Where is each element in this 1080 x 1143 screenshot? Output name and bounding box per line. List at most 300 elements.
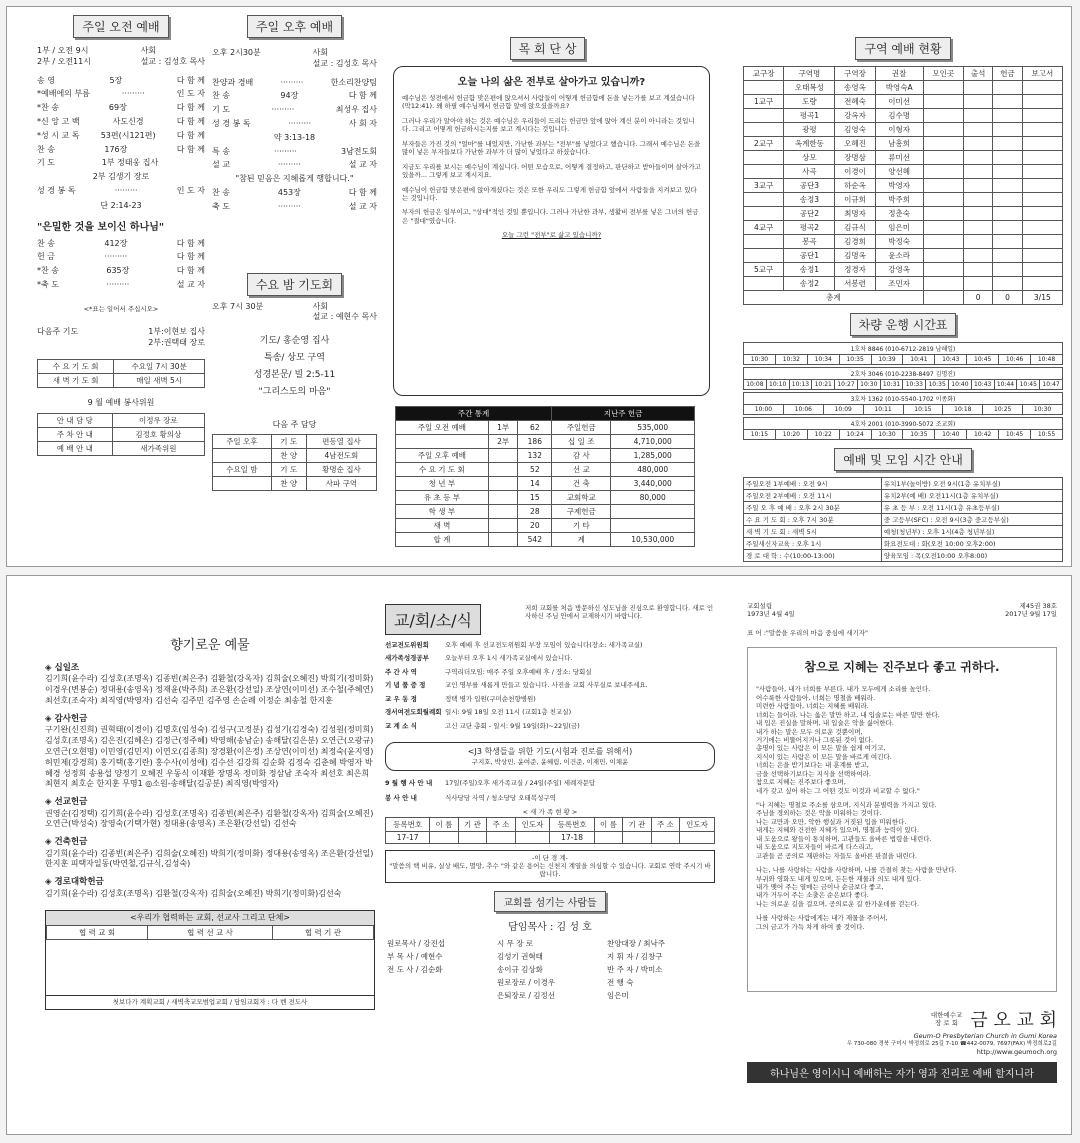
table-cell: 사곡: [784, 165, 835, 179]
order-cell: 다 함 께: [176, 116, 205, 126]
table-row: [396, 505, 695, 519]
next-duty-title: 다음 주 담당: [272, 419, 317, 429]
table-cell: [744, 193, 784, 207]
table-row: [386, 831, 715, 843]
table-cell: 경 로 대 학 : 수(10:00-13:00): [744, 550, 882, 562]
table-cell: 186: [518, 435, 552, 449]
table-cell: 건 축: [552, 477, 611, 491]
table-cell: 김수명: [875, 109, 923, 123]
car-time: 10:30: [1023, 405, 1063, 415]
poem-line: 참으로 지혜는 진주보다 좋으며,: [756, 778, 846, 787]
table-header-cell: 이 름: [430, 817, 458, 831]
next-prayer-2: 2부:권택태 장로: [148, 337, 205, 347]
table-row: [744, 81, 1063, 95]
car-time: 10:33: [903, 380, 926, 390]
table-cell: [923, 151, 963, 165]
table-cell: [923, 179, 963, 193]
order-row: [37, 131, 205, 142]
table-cell: 15: [518, 491, 552, 505]
table-row: [38, 359, 205, 373]
partners-box: [45, 910, 375, 1010]
car-time: 10:30: [871, 430, 903, 440]
table-cell: [744, 123, 784, 137]
table-cell: [993, 151, 1022, 165]
poem-line: 너희는 들어라. 나는 옳은 말만 하고, 내 입술로는 바른 말만 한다.: [756, 710, 940, 719]
weds-prayer-title: 수요 밤 기도회: [247, 273, 342, 296]
table-header-cell: 헌금: [993, 67, 1022, 81]
staff-title: 교회를 섬기는 사람들: [494, 891, 605, 912]
table-cell: [744, 249, 784, 263]
table-cell: [923, 109, 963, 123]
car-time: 10:18: [943, 405, 983, 415]
table-row: [213, 435, 377, 449]
table-row: [744, 207, 1063, 221]
car-time: 10:41: [903, 355, 935, 365]
table-cell: 이미선: [875, 95, 923, 109]
table-header-cell: 주 소: [487, 817, 515, 831]
table-cell: 임은미: [875, 221, 923, 235]
offering-group-title: ◈ 건축헌금: [45, 837, 88, 848]
order-cell: 사 회 자: [348, 118, 377, 128]
table-cell: [963, 179, 992, 193]
poem-line: "사람들아, 내가 너희를 부른다. 내가 모두에게 소리를 높인다.: [756, 685, 931, 694]
car-schedule: [743, 342, 1063, 440]
table-cell: [1022, 193, 1062, 207]
table-cell: 2교구: [744, 137, 784, 151]
sept-label: 9 월 행 사 안 내: [385, 779, 433, 788]
weds-sermon: "그리스도의 마음": [258, 387, 331, 398]
order-cell: ·········: [277, 201, 301, 211]
table-cell: 17-18: [550, 831, 594, 843]
cell-groups-table: [743, 66, 1063, 305]
offering-group-title: ◈ 감사헌금: [45, 713, 88, 724]
table-cell: [923, 263, 963, 277]
table-cell: [963, 137, 992, 151]
table-cell: 이규희: [835, 193, 875, 207]
table-cell: [963, 207, 992, 221]
offering-group-names: 김기희(윤수라) 김성호(조명옥) 김종빈(최은주) 김환철(강옥자) 김희술(오혜진) 박희기(정미화) 이경우(변봉순) 정대용(송영옥) 정재윤(박주희) 조은환(강선일) 조상연(이미선) 조수철(주혜연) 최선호(조숙자) 최직영(박영자) 김선숙 김주민 김주영 손순례 이정순 최송철 한지훈: [45, 674, 374, 706]
car-time: 10:10: [766, 380, 789, 390]
pastoral-paragraph: 예수님이 헌금함 맞은편에 앉아계셨다는 것은 또한 우리도 그렇게 헌금함 앞에서 사람들을 지켜보고 있다는 것입니다.: [402, 185, 697, 202]
news-item: [385, 668, 715, 676]
news-item-text: 오후 예배 후 선교전도위원회 부장 모임이 있습니다(장소: 새가족교실): [445, 641, 643, 649]
table-cell: [993, 249, 1022, 263]
table-cell: 3교구: [744, 179, 784, 193]
table-cell: 송정2: [784, 277, 835, 291]
table-cell: [993, 179, 1022, 193]
table-cell: [963, 123, 992, 137]
table-cell: [488, 519, 518, 533]
table-cell: [744, 165, 784, 179]
table-cell: 20: [518, 519, 552, 533]
cover-verse-box: [747, 647, 1057, 992]
staff-table: [385, 937, 715, 1002]
afternoon-service-column: [212, 7, 377, 566]
schedule-table: [743, 477, 1063, 562]
order-row: [37, 89, 205, 100]
table-cell: 주일오전 2부예배 : 오전 11시: [744, 490, 882, 502]
j3-box: [385, 742, 715, 771]
poem-line: 주님을 경외하는 것은 악을 미워하는 것이다.: [756, 809, 882, 818]
table-cell: 예 배 안 내: [38, 441, 113, 455]
order-row: [212, 119, 377, 130]
table-cell: 안 내 담 당: [38, 413, 113, 427]
table-header-row: [386, 817, 715, 831]
table-cell: 전혜숙: [835, 95, 875, 109]
table-row: [38, 441, 205, 455]
order-cell: 다 함 께: [348, 91, 377, 101]
table-cell: [993, 221, 1022, 235]
order-cell: 412장: [104, 238, 128, 248]
founded: 교회설립 1973년 4월 4일: [747, 602, 795, 619]
bulletin-inner-sheet: [6, 6, 1072, 567]
pastoral-paragraph: 지금도 우리를 보시는 예수님이 계십니다. 어떤 모습으로, 어떻게 결정하고, 판단하고 받아들이며 살아가고 있을까... 그렇게 보고 계시지요.: [402, 162, 701, 180]
table-header-cell: 인도자: [515, 817, 550, 831]
order-cell: 찬 송: [212, 187, 230, 197]
ushers-title: 9 월 예배 봉사위원: [87, 397, 155, 407]
car-time: 10:32: [775, 355, 807, 365]
table-cell: 상모: [784, 151, 835, 165]
poem-line: 내 도움으로 왕들이 통치하며, 고관들도 올바른 법령을 내린다.: [756, 834, 932, 843]
car-time: 10:25: [983, 405, 1023, 415]
table-cell: 학 생 부: [396, 505, 489, 519]
table-cell: 하순옥: [835, 179, 875, 193]
table-cell: 공단1: [784, 249, 835, 263]
table-cell: 주 차 안 내: [38, 427, 113, 441]
weekly-meetings-table: [37, 359, 205, 388]
news-item-label: 주 간 사 역: [385, 667, 417, 676]
table-cell: 조민자: [875, 277, 923, 291]
schedule-title: 예배 및 모임 시간 안내: [834, 448, 972, 471]
table-cell: 찬 양: [271, 449, 306, 463]
table-header-cell: 구역장: [835, 67, 875, 81]
table-row: [396, 491, 695, 505]
table-cell: 17-17: [386, 831, 430, 843]
volunteer-text: 식사당당 사역 / 청소당당 오태복성구역: [445, 793, 556, 802]
car-time: 10:20: [775, 430, 807, 440]
table-cell: [213, 477, 272, 491]
partners-title: <우리가 협력하는 교회, 선교사 그리고 단체>: [46, 911, 374, 926]
table-cell: [1022, 221, 1062, 235]
offering-group-title: ◈ 경로대학헌금: [45, 877, 104, 888]
order-cell: ·········: [277, 160, 301, 170]
table-cell: [1022, 249, 1062, 263]
table-cell: [488, 491, 518, 505]
j3-names: 구지호, 박상민, 윤여준, 윤혜림, 이건준, 이재민, 이채윤: [471, 757, 629, 766]
table-cell: [744, 109, 784, 123]
offering-list: [45, 663, 375, 900]
pastoral-box: [393, 66, 710, 396]
table-cell: 1부: [488, 421, 518, 435]
table-row: [396, 449, 695, 463]
news-item: [385, 722, 715, 730]
table-header-cell: 구역명: [784, 67, 835, 81]
table-cell: 김경희: [835, 235, 875, 249]
news-column: [385, 576, 715, 1134]
table-cell: 최명자: [835, 207, 875, 221]
pastoral-title: 목 회 단 상: [510, 37, 586, 60]
table-cell: 4교구: [744, 221, 784, 235]
sept-text: 17일(주일)오후 새가족교실 / 24일(주일) 세례자문답: [445, 779, 596, 788]
news-item-label: 기 념 품 증 정: [385, 681, 426, 690]
car-route-header: [744, 343, 1063, 355]
table-cell: 이정우 장로: [112, 413, 204, 427]
table-cell: 유 초 등 부: [396, 491, 489, 505]
order-cell: *찬 송: [37, 266, 59, 276]
order-row: [37, 252, 205, 263]
table-cell: 김규식: [835, 221, 875, 235]
order-row: [212, 91, 377, 102]
table-cell: 지 휘 자 / 김창구: [607, 951, 663, 961]
car-time: 10:27: [835, 380, 858, 390]
table-cell: 도량: [784, 95, 835, 109]
car-time: 10:42: [967, 430, 999, 440]
table-cell: 0: [963, 291, 992, 305]
poem-line: 네가 갖고 싶어 하는 그 어떤 것도 이것과 비교할 수 없다.": [756, 786, 920, 795]
news-item-text: 구역리더모임: 매주 주일 오후예배 후 / 장소: 당회실: [445, 667, 592, 676]
offering-group-names: 구기완(신진희) 권혁태(이경이) 김명호(임성숙) 김성구(고정분) 김성기(김경숙) 김성원(정미희) 김성호(조명옥) 김은진(김혜은) 김정근(정주혜) 박영해(송남순) 송해달(김은분) 오연근(오광규) 오연근(오현명) 이민영(김민지) 이연오(김종희) 장경환(이은정) 조상연(이미선) 최정숙(윤지영) 허민제(강경희) 홍기택(홍기란) 홍수사(이성애) 김수선 김강희 김순화 김정숙 김춘혜 박영자 박혜경 성정희 송용섭 양정기 오혜진 우동식 이재환 장명옥 정미화 정삼남 조숙자 최선호 최은희 최현지 최호순 한지훈 무명1 ◎소원-송해달(김공분) 최직영(박영자): [45, 725, 374, 789]
table-row: [744, 249, 1063, 263]
church-url[interactable]: http://www.geumoch.org: [976, 1047, 1057, 1056]
table-cell: 542: [518, 533, 552, 547]
order-cell: 설 교 자: [176, 279, 205, 289]
cover-column: [747, 576, 1057, 1134]
order-cell: 특 송: [212, 146, 230, 156]
order-row: [212, 160, 377, 171]
order-cell: ·········: [280, 77, 304, 87]
table-row: [385, 963, 715, 976]
table-cell: [488, 449, 518, 463]
table-row: [744, 235, 1063, 249]
table-cell: [651, 831, 679, 843]
table-cell: [963, 235, 992, 249]
table-row: [744, 502, 1063, 514]
table-cell: 28: [518, 505, 552, 519]
car-time: 10:46: [999, 355, 1031, 365]
table-cell: 10,530,000: [611, 533, 695, 547]
table-cell: [923, 277, 963, 291]
table-cell: 매일 새벽 5시: [114, 373, 205, 387]
table-cell: [993, 95, 1022, 109]
order-cell: 기 도: [37, 158, 55, 168]
table-cell: 박영자: [875, 179, 923, 193]
next-duty-table: [212, 434, 377, 491]
morning-leader: 사회 설교 : 김성호 목사: [140, 46, 205, 66]
table-row: [744, 514, 1063, 526]
table-cell: 계: [552, 533, 611, 547]
table-row: [744, 137, 1063, 151]
car-time: 10:40: [949, 380, 972, 390]
car-time: 10:45: [967, 355, 999, 365]
table-cell: [923, 291, 963, 305]
church-address: 우 730-080 경북 구미시 박정희로 25길 7-10 ☎442-0079, 7697(FAX) 박정희로2길: [846, 1040, 1057, 1047]
order-cell: 설 교: [212, 160, 230, 170]
table-cell: 박정숙: [875, 235, 923, 249]
table-header-cell: 권찰: [875, 67, 923, 81]
table-header-cell: 주간 통계: [396, 407, 552, 421]
order-row: [37, 172, 205, 183]
table-cell: [923, 249, 963, 263]
car-title: 차량 운행 시간표: [850, 313, 957, 336]
table-cell: [213, 449, 272, 463]
order-cell: 찬 송: [212, 91, 230, 101]
car-time: 10:22: [807, 430, 839, 440]
table-row: [744, 538, 1063, 550]
order-cell: 635장: [106, 266, 130, 276]
table-cell: [923, 165, 963, 179]
table-cell: [611, 519, 695, 533]
offering-group-names: 권영순(김정택) 김기희(윤수라) 김성호(조명옥) 김종빈(최은주) 김환철(강옥자) 김희술(오혜진) 오연근(박성숙) 장영숙(기택가현) 정대용(송영옥) 조은환(강선일) 김선숙: [45, 808, 374, 829]
table-row: [396, 533, 695, 547]
table-row: [385, 937, 715, 950]
table-cell: 주일 오 후 예 배 : 오후 2시 30분: [744, 502, 882, 514]
poem-line: 나는 교만과 오만, 악한 행실과 거짓된 입을 미워한다.: [756, 817, 907, 826]
table-cell: 송이규 김상화: [497, 964, 543, 974]
table-cell: 구제헌금: [552, 505, 611, 519]
car-time: 10:47: [1040, 380, 1063, 390]
table-row: [744, 526, 1063, 538]
table-cell: [923, 137, 963, 151]
table-cell: [963, 151, 992, 165]
table-header-cell: 협 력 교 회: [47, 926, 148, 940]
order-cell: ·········: [274, 146, 297, 156]
car-time: 10:21: [812, 380, 835, 390]
table-cell: 사파 구역: [306, 477, 376, 491]
next-prayer-label: 다음주 기도: [37, 327, 79, 337]
car-time: 10:45: [1017, 380, 1040, 390]
afternoon-time: 오후 2시30분: [212, 48, 261, 57]
table-row: [396, 477, 695, 491]
order-cell: 453장: [277, 187, 301, 197]
order-row: [212, 147, 377, 158]
table-row: [38, 413, 205, 427]
table-cell: 5교구: [744, 263, 784, 277]
table-cell: [488, 533, 518, 547]
cells-title: 구역 예배 현황: [855, 37, 950, 60]
table-cell: [993, 109, 1022, 123]
order-cell: ·········: [104, 252, 128, 262]
table-cell: 62: [518, 421, 552, 435]
order-cell: 찬 송: [37, 144, 55, 154]
pastoral-closing: 오늘 그런 "전부"로 삶고 있습니까?: [501, 231, 602, 240]
table-cell: 평곡2: [784, 221, 835, 235]
news-item-text: 교인 명부를 새롭게 만들고 있습니다. 사진을 교회 사무실로 보내주세요.: [445, 681, 648, 690]
news-item-text: 정택 병가 입원(구미순천향병원): [445, 694, 536, 703]
order-cell: ·········: [106, 279, 130, 289]
table-cell: 1교구: [744, 95, 784, 109]
car-time: 10:00: [744, 405, 784, 415]
table-cell: [963, 263, 992, 277]
car-time: 10:44: [994, 380, 1017, 390]
next-prayer-1: 1부:이현보 집사: [148, 327, 205, 337]
table-cell: 공단2: [784, 207, 835, 221]
morning-order-list: [37, 76, 205, 197]
order-row: [212, 188, 377, 199]
table-cell: [1022, 151, 1062, 165]
order-row: [212, 202, 377, 213]
order-row: [37, 186, 205, 197]
car-time: 10:45: [999, 430, 1031, 440]
car-time: 10:06: [783, 405, 823, 415]
news-item-text: 일시: 9월 18일 오전 11시 (교회1층 친교실): [445, 708, 572, 717]
table-row: [744, 95, 1063, 109]
table-cell: [594, 831, 622, 843]
table-cell: 황명순 집사: [306, 463, 376, 477]
weds-prayer: 기도/ 홍순영 집사: [259, 336, 330, 347]
table-cell: 주일 오후: [213, 435, 272, 449]
poem-line: 나는 의로운 길을 걸으며, 공의로운 길 한가운데를 걷는다.: [756, 899, 920, 908]
order-cell: 설 교 자: [348, 201, 377, 211]
table-cell: [993, 137, 1022, 151]
morning-service-column: [37, 7, 205, 566]
car-route-times: [744, 355, 1063, 365]
table-row: [744, 490, 1063, 502]
cover-footer-verse: 하나님은 영이시니 예배하는 자가 영과 진리로 예배 할지니라: [747, 1062, 1057, 1083]
table-cell: 양선혜: [875, 165, 923, 179]
stand-note: <*표는 일어서 주십시오>: [83, 304, 159, 313]
car-time: 10:35: [903, 430, 935, 440]
table-cell: 찬양대장 / 최낙주: [607, 938, 666, 948]
car-route-header: [744, 393, 1063, 405]
table-header-row: [744, 67, 1063, 81]
pastoral-paragraph: 그러나 우리가 알아야 하는 것은 예수님은 우리들이 드리는 헌금만 앞에 앉아 계신 분이 아니라는 것입니다. 그리고 어떻게 헌금하시는지를 보고 계시다는 것입니다.: [402, 116, 695, 134]
poem-line: 내 도움으로 지도자들이 바르게 다스리고,: [756, 843, 874, 852]
order-cell: 다 함 께: [176, 252, 205, 262]
order-row: [37, 145, 205, 156]
table-cell: 청 년 부: [396, 477, 489, 491]
table-cell: 윤소라: [875, 249, 923, 263]
poem-line: 너희는 은을 받기보다는 내 훈계를 받고,: [756, 761, 869, 770]
pastoral-text: [402, 94, 701, 225]
order-row: [212, 105, 377, 116]
table-cell: 전 도 사 / 김순화: [387, 964, 443, 974]
warning-text: "말씀의 핵 비유, 실상 배도, 멸망, 추수 "와 같은 용어는 신천지 계열을 의심할 수 있습니다. 교회로 연락 주시기 바랍니다.: [389, 862, 711, 879]
church-label: 대한예수교 장 로 회: [930, 1010, 963, 1028]
table-cell: [396, 435, 489, 449]
table-cell: 송정1: [784, 263, 835, 277]
news-item: [385, 654, 715, 662]
table-row: [396, 463, 695, 477]
order-cell: 다 함 께: [348, 187, 377, 197]
table-cell: 남흥희: [875, 137, 923, 151]
table-cell: 반 주 자 / 박미소: [607, 964, 663, 974]
table-cell: [1022, 123, 1062, 137]
table-cell: [923, 235, 963, 249]
table-header-cell: 출석: [963, 67, 992, 81]
table-row: [744, 151, 1063, 165]
table-cell: 유 초 등 부 : 오전 11시(1층 유초등부실): [881, 502, 1062, 514]
news-item: [385, 695, 715, 703]
order-row: [37, 103, 205, 114]
poem-line: 총명이 있는 사람은 이 모든 말을 쉽게 여기고,: [756, 744, 886, 753]
table-cell: 박영숙A: [875, 81, 923, 95]
church-name: 금 오 교 회: [970, 1010, 1057, 1032]
car-route-table: [743, 367, 1063, 390]
table-header-cell: 등록번호: [386, 817, 430, 831]
car-route-table: [743, 392, 1063, 415]
table-cell: 수 요 기 도 회: [38, 359, 114, 373]
news-item-label: 새가족성경공부: [385, 654, 429, 663]
table-cell: 시 무 장 로: [497, 938, 534, 948]
table-cell: 0: [993, 291, 1022, 305]
table-cell: [623, 831, 651, 843]
table-cell: 주일오전 1부예배 : 오전 9시: [744, 478, 882, 490]
table-cell: [1022, 263, 1062, 277]
table-cell: 평곡1: [784, 109, 835, 123]
table-header-cell: 등록번호: [550, 817, 594, 831]
table-cell: [963, 249, 992, 263]
table-cell: 강영옥: [875, 263, 923, 277]
